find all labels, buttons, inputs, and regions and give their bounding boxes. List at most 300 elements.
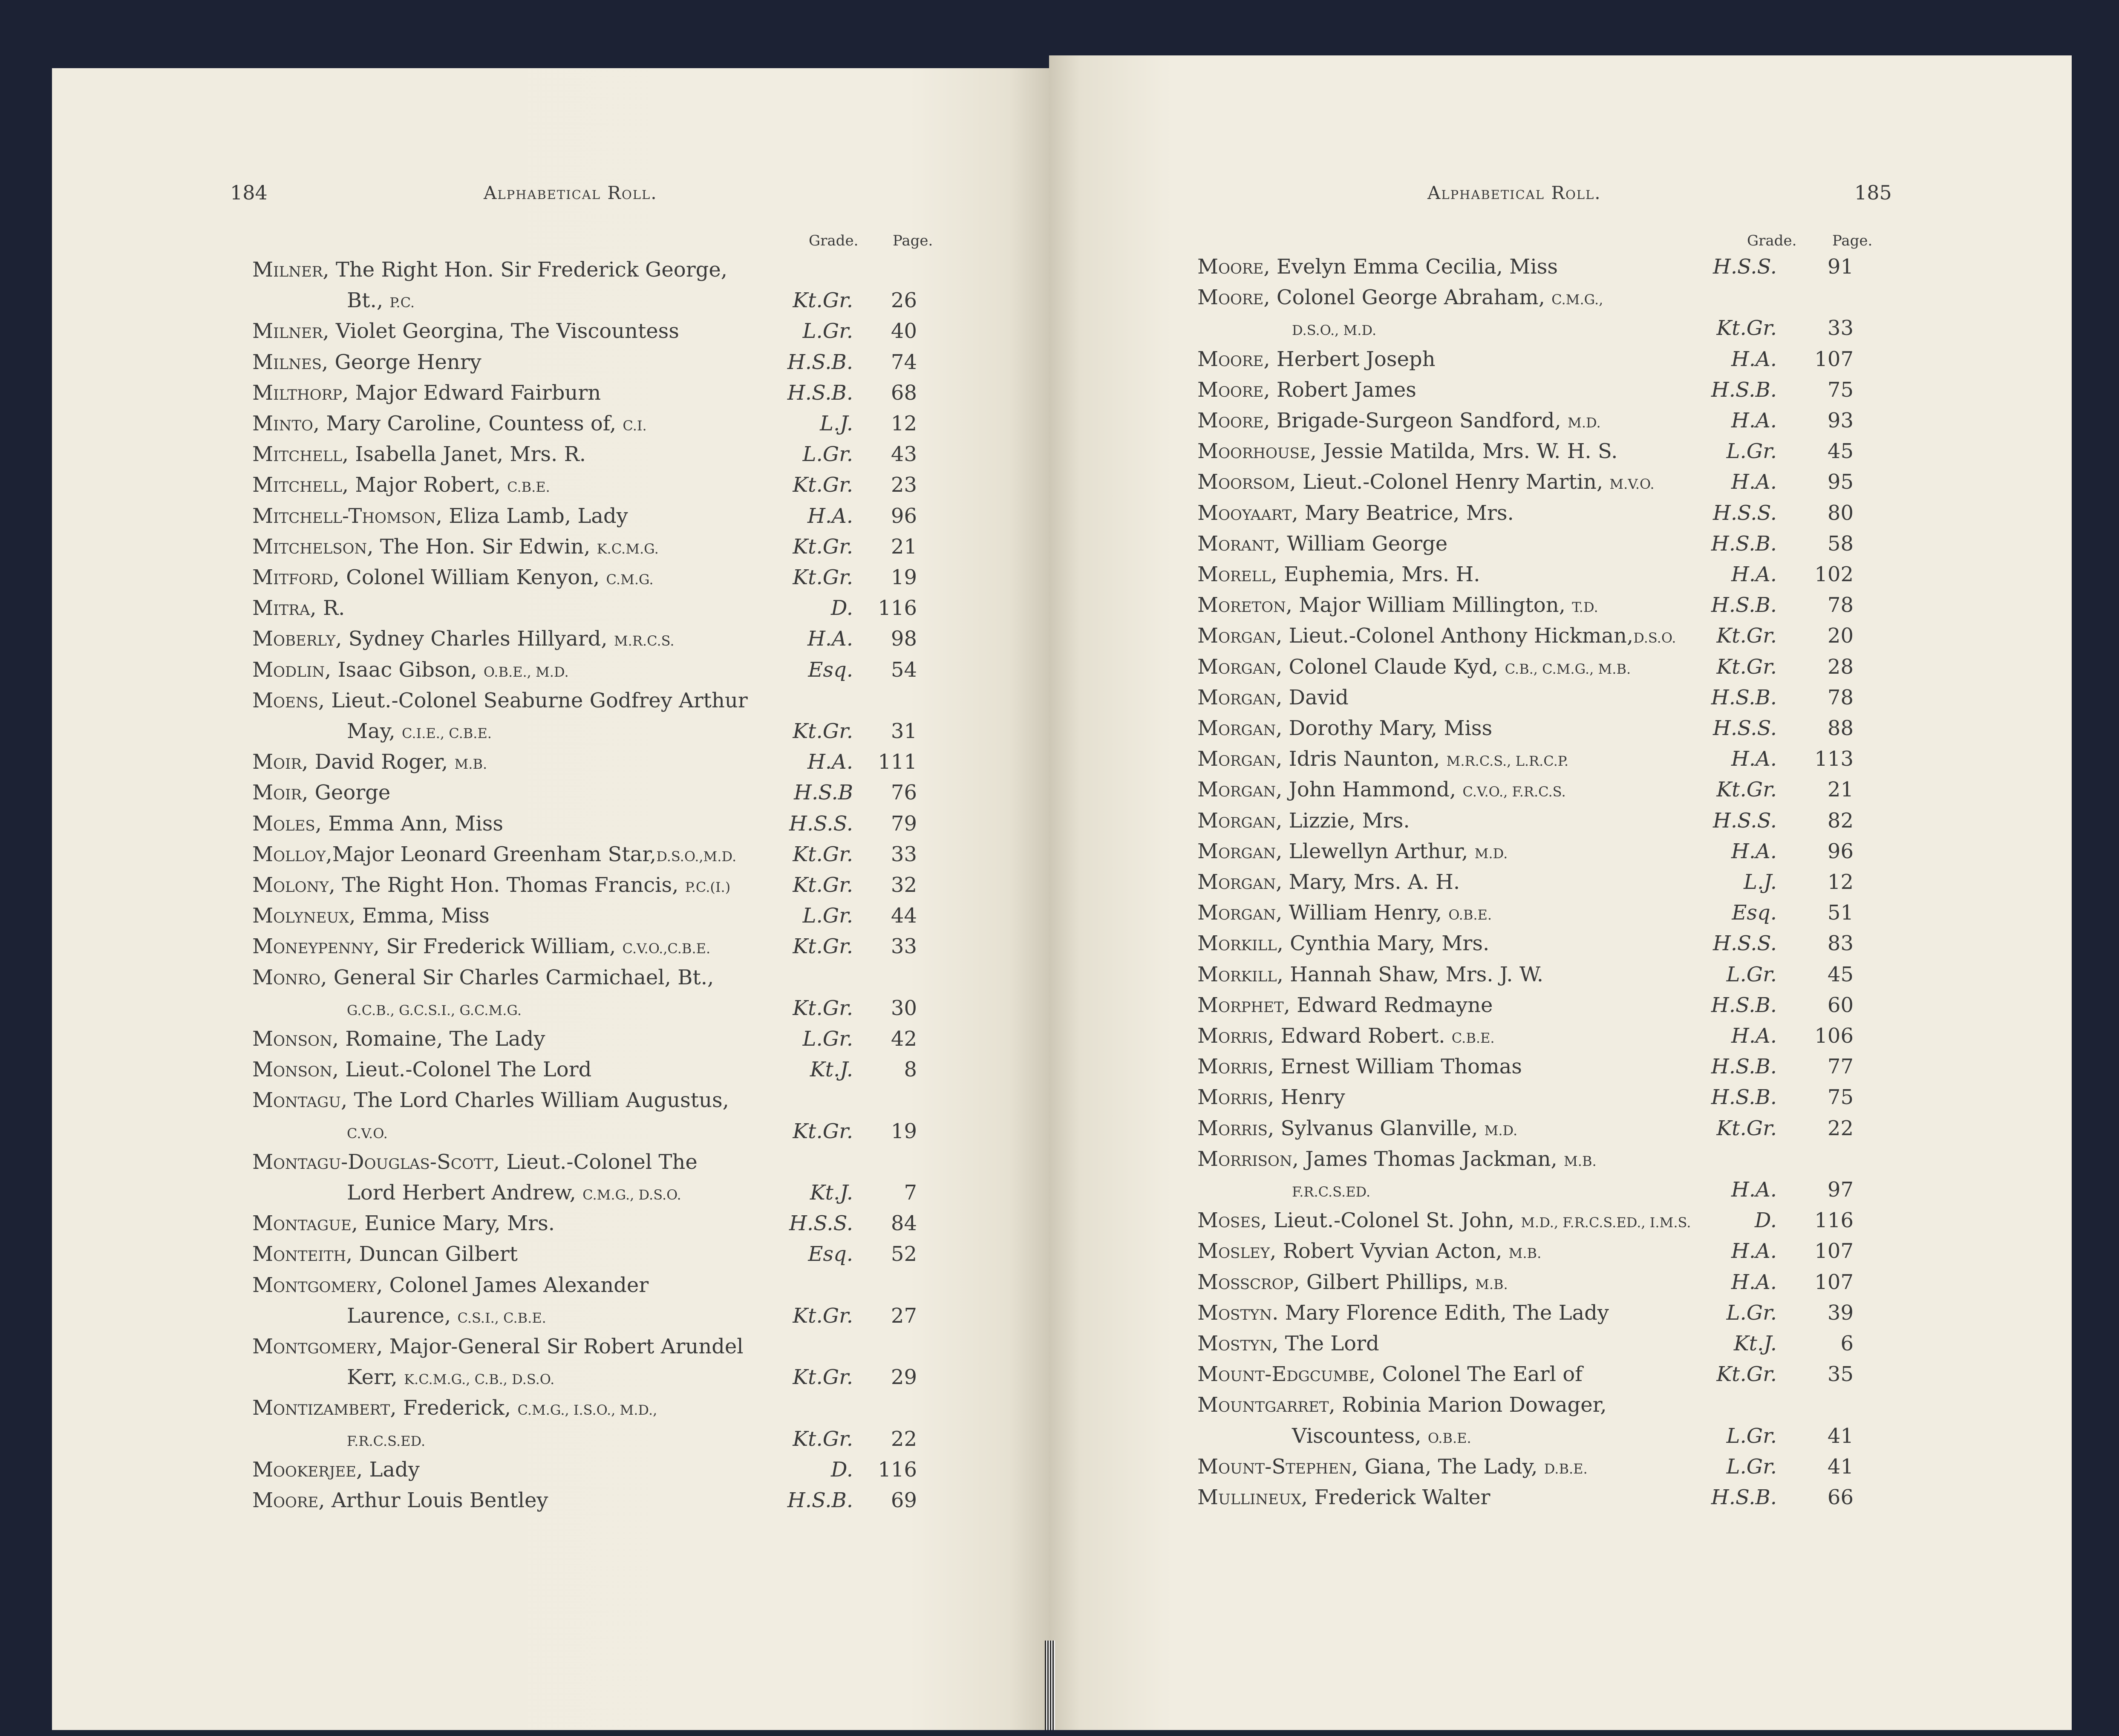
entry-given-names: , Robert James [1263,378,1416,402]
entry-grade: L.Gr. [1726,439,1777,464]
entry-grade: Kt.Gr. [793,473,853,497]
entry-name [1197,1270,1508,1294]
entry-honours: M.V.O. [1609,476,1655,493]
entry-grade: Kt.Gr. [793,842,853,866]
table-row [252,1088,955,1119]
entry-honours: C.B.E. [1451,1030,1495,1046]
table-row [1197,1239,1888,1270]
entry-surname: Molloy [252,842,326,866]
entry-surname: Monson [252,1027,332,1051]
entry-grade: Kt.Gr. [793,565,853,589]
table-row [1197,255,1888,285]
entry-grade: Kt.J. [810,1181,853,1205]
entry-page: 26 [891,288,917,313]
table-row [252,689,955,719]
entry-page: 30 [891,996,917,1020]
entry-name [1197,1332,1379,1355]
entry-grade: H.S.S. [1713,808,1777,833]
entry-given-names: , General Sir Charles Carmichael, Bt., [320,965,714,989]
table-row [1197,439,1888,470]
table-row [1197,655,1888,686]
entry-given-names: , George Henry [322,350,481,374]
entry-page: 102 [1814,562,1854,586]
entry-name [252,535,659,559]
entry-given-names: , Isabella Janet, Mrs. R. [342,442,586,467]
entry-grade: H.S.B. [1711,993,1777,1017]
entry-surname: Morgan [1197,778,1276,802]
entry-given-names: , The Lord Charles William Augustus, [340,1088,729,1113]
entry-given-names: , Arthur Louis Bentley [318,1488,548,1512]
entry-grade: Kt.Gr. [1716,1116,1777,1140]
entry-grade: Kt.Gr. [793,934,853,959]
entry-grade: Kt.Gr. [793,719,853,743]
entry-name [1197,1362,1583,1386]
entry-name [252,627,675,651]
entry-grade: L.Gr. [802,442,853,467]
entry-name [252,1150,698,1174]
entry-surname: Modlin [252,657,325,682]
entry-page: 54 [891,657,917,682]
entry-name [252,842,736,866]
entry-surname: Mountgarret [1197,1393,1329,1417]
left-page-number: 184 [230,181,268,204]
entry-name [252,258,727,282]
entry-page: 21 [891,534,917,559]
entry-name [1197,931,1489,955]
entry-given-names: , The Right Hon. Thomas Francis, [329,873,685,897]
entry-surname: Morris [1197,1116,1268,1140]
entry-surname: Milnes [252,350,322,374]
table-row [252,1365,955,1396]
entry-honours: M.D. [1568,415,1601,431]
entry-surname: Mitchell [252,442,342,467]
entry-surname: Minto [252,412,313,435]
entry-name [1197,839,1508,863]
entry-name [252,873,730,897]
entry-surname: Morgan [1197,716,1276,740]
entry-surname: Morgan [1197,655,1276,679]
entry-given-names: , The Right Hon. Sir Frederick George, [323,258,728,282]
table-row [1197,1362,1888,1393]
entry-surname: Montizambert [252,1396,390,1420]
table-row [1197,1055,1888,1085]
entry-page: 98 [891,627,917,651]
entry-grade: H.A. [1731,839,1777,863]
table-row [252,319,955,350]
entry-surname: Moore [1197,255,1264,279]
right-page-number: 185 [1854,181,1892,204]
entry-given-names: , Herbert Joseph [1263,347,1436,371]
entry-given-names: , Lieut.-Colonel St. John, [1260,1208,1521,1233]
entry-grade: Kt.Gr. [793,873,853,897]
entry-honours: C.B.E. [507,479,550,496]
table-row [1197,1424,1888,1455]
entry-grade: Kt.Gr. [1716,316,1777,340]
table-row [252,1396,955,1427]
entry-name [347,1119,388,1143]
entry-grade: L.Gr. [1726,962,1777,986]
table-row [1197,378,1888,409]
entry-name [1197,809,1410,833]
entry-page: 95 [1827,470,1854,494]
entry-name [252,504,628,528]
table-row [1197,562,1888,593]
entry-page: 33 [1827,316,1854,340]
table-row [1197,470,1888,501]
table-row [252,412,955,442]
table-row [252,812,955,842]
entry-grade: Kt.Gr. [793,534,853,559]
entry-surname: Milthorp [252,381,343,405]
entry-page: 75 [1827,1085,1854,1110]
entry-page: 22 [1827,1116,1854,1140]
entry-page: 107 [1814,347,1854,371]
entry-name [252,966,714,989]
table-row [252,842,955,873]
entry-surname: Moberly [252,627,336,651]
entry-surname: Moens [252,688,318,712]
table-row [1197,624,1888,655]
entry-honours: O.B.E. [1448,907,1492,923]
entry-name [252,1335,744,1358]
entry-page: 19 [891,1119,917,1143]
entry-honours: T.D. [1572,599,1598,616]
entry-page: 107 [1814,1270,1854,1294]
table-row [1197,501,1888,532]
entry-given-names: Kerr, [347,1365,404,1390]
table-row [1197,716,1888,747]
entry-name [1197,778,1566,802]
entry-page: 12 [891,412,917,435]
entry-honours: M.R.C.S., L.R.C.P. [1446,753,1568,770]
entry-given-names: , Major Robert, [342,473,507,497]
entry-surname: Morgan [1197,624,1276,648]
entry-name [347,1181,681,1205]
entry-page: 35 [1827,1362,1854,1387]
entry-grade: L.Gr. [802,904,853,928]
entry-grade: Esq. [808,657,853,682]
entry-surname: Mount-Stephen [1197,1454,1352,1479]
table-row [252,934,955,965]
entry-given-names: , George [302,781,391,805]
entry-given-names: , The Hon. Sir Edwin, [367,534,597,559]
entry-given-names: , Mary Beatrice, Mrs. [1292,501,1514,525]
entry-page: 93 [1827,409,1854,433]
entry-surname: Mitchelson [252,534,367,559]
entry-honours: F.R.C.S.ED. [1292,1184,1371,1200]
entry-grade: H.A. [807,627,853,651]
entry-name [252,442,586,466]
table-row [252,1119,955,1150]
table-row [252,1335,955,1365]
entry-name [252,1027,545,1051]
table-row [252,658,955,689]
entry-name [252,473,550,497]
table-row [1197,778,1888,808]
entry-given-names: , Major William Millington, [1286,593,1572,617]
table-row [1197,931,1888,962]
entry-surname: Moreton [1197,593,1286,617]
entry-given-names: May, [347,719,402,743]
entry-name [1197,347,1436,371]
entry-grade: Kt.Gr. [793,1427,853,1451]
entry-name [1197,1393,1607,1417]
entry-surname: Mitchell-Thomson [252,504,436,528]
entry-grade: H.A. [1731,470,1777,494]
table-row [252,381,955,412]
entry-given-names: , R. [310,596,345,620]
entry-honours: M.B. [1475,1276,1508,1292]
entry-name [1197,255,1558,279]
entry-grade: H.A. [1731,1270,1777,1294]
entry-surname: Monson [252,1058,332,1082]
entry-name [1197,532,1447,556]
entry-honours: M.D. [1484,1122,1518,1139]
table-row [252,996,955,1027]
table-row [1197,1178,1888,1208]
entry-honours: G.C.B., G.C.S.I., G.C.M.G. [347,1002,522,1018]
entry-page: 60 [1827,993,1854,1017]
entry-name [1197,747,1568,771]
entry-given-names: , Violet Georgina, The Viscountess [323,319,679,343]
entry-grade: H.S.B. [787,381,853,405]
entry-page: 82 [1827,808,1854,833]
entry-surname: Mookerjee [252,1457,356,1482]
entry-page: 111 [878,750,917,774]
left-page-header: Page. [893,232,933,249]
table-row [1197,1485,1888,1516]
entry-page: 29 [891,1365,917,1390]
entry-given-names: , Sir Frederick William, [373,934,623,959]
table-row [1197,1455,1888,1485]
entry-surname: Moles [252,811,315,836]
entry-page: 21 [1827,778,1854,802]
entry-grade: Kt.Gr. [1716,655,1777,679]
entry-given-names: Viscountess, [1292,1424,1428,1448]
entry-name [252,596,345,620]
table-row [1197,747,1888,778]
entry-grade: Kt.Gr. [793,1119,853,1143]
entry-honours: C.M.G. [606,571,654,588]
entry-surname: Moore [1197,285,1264,310]
entry-given-names: , Robert Vyvian Acton, [1270,1239,1509,1263]
entry-honours: M.B. [1508,1245,1542,1262]
entry-name [252,381,601,405]
entry-page: 84 [891,1211,917,1236]
table-row [252,504,955,535]
table-row [1197,1270,1888,1301]
entry-given-names: , Colonel The Earl of [1369,1362,1583,1387]
entry-honours: C.S.I., C.B.E. [457,1309,546,1326]
entry-name [252,1396,657,1420]
entry-given-names: , Lieut.-Colonel Seaburne Godfrey Arthur [318,688,748,712]
entry-name [252,658,569,682]
entry-given-names: , Lieut.-Colonel The Lord [332,1058,592,1082]
entry-name [1197,716,1492,740]
entry-surname: Moneypenny [252,934,373,959]
entry-name [347,288,415,312]
table-row [252,1304,955,1335]
entry-honours: C.V.O.,C.B.E. [622,940,711,957]
entry-given-names: , Giana, The Lady, [1351,1454,1544,1479]
entry-grade: D. [1754,1208,1777,1233]
table-row [252,1273,955,1304]
entry-page: 80 [1827,501,1854,525]
table-row [252,750,955,781]
entry-grade: Kt.J. [1733,1332,1777,1355]
entry-name [1197,993,1493,1017]
entry-surname: Morris [1197,1055,1268,1079]
entry-surname: Morant [1197,531,1274,556]
entry-grade: Kt.Gr. [793,1365,853,1390]
table-row [252,596,955,627]
entry-given-names: , Jessie Matilda, Mrs. W. H. S. [1310,439,1618,464]
entry-given-names: , Emma Ann, Miss [315,811,503,836]
entry-name [347,996,522,1020]
entry-honours: M.B. [454,756,487,773]
entry-name [1197,378,1416,402]
entry-given-names: , Edward Robert. [1267,1024,1452,1048]
entry-surname: Morgan [1197,901,1276,925]
table-row [1197,1116,1888,1147]
entry-grade: L.J. [820,412,853,435]
table-row [252,1181,955,1211]
entry-given-names: , Lieut.-Colonel The [493,1150,698,1174]
entry-surname: Montagu [252,1088,341,1113]
right-page-header: Page. [1832,232,1873,249]
entry-honours: C.M.G., D.S.O. [582,1187,681,1203]
entry-given-names: , Henry [1267,1085,1345,1110]
entry-grade: H.S.B. [1711,378,1777,402]
entry-name [1197,1085,1345,1109]
entry-name [252,750,487,774]
entry-name [252,812,503,836]
entry-grade: Kt.Gr. [793,996,853,1020]
table-row [252,565,955,596]
entry-page: 69 [891,1488,917,1512]
entry-name [1197,655,1631,679]
table-row [1197,1301,1888,1332]
entry-given-names: , Lieut.-Colonel Henry Martin, [1289,470,1610,494]
entry-page: 22 [891,1427,917,1451]
entry-grade: H.A. [1731,747,1777,771]
entry-honours: M.D., F.R.C.S.ED., I.M.S. [1521,1214,1691,1231]
entry-page: 96 [1827,839,1854,863]
entry-name [252,1211,555,1235]
entry-grade: Esq. [808,1242,853,1266]
entry-page: 74 [891,350,917,374]
table-row [252,1488,955,1519]
entry-page: 116 [878,1457,917,1482]
entry-grade: Kt.Gr. [1716,624,1777,648]
entry-page: 32 [891,873,917,897]
entry-page: 31 [891,719,917,743]
entry-name [1197,593,1598,617]
entry-given-names: , Lizzie, Mrs. [1276,808,1410,833]
entry-given-names: , Cynthia Mary, Mrs. [1277,931,1490,956]
entry-page: 116 [1814,1208,1854,1233]
entry-given-names: , David Roger, [302,750,455,774]
table-row [1197,532,1888,562]
entry-page: 116 [878,596,917,620]
table-row [252,627,955,657]
entry-honours: C.I. [623,418,647,434]
table-row [1197,809,1888,839]
table-row [252,350,955,381]
entry-page: 20 [1827,624,1854,648]
table-row [252,442,955,473]
entry-name [252,350,481,374]
entry-grade: H.S.S. [1713,716,1777,740]
entry-name [1197,1024,1495,1048]
entry-honours: M.B. [1564,1153,1597,1169]
entry-given-names: , Major-General Sir Robert Arundel [376,1335,744,1358]
entry-grade: D. [830,596,853,620]
entry-surname: Moir [252,781,302,805]
entry-name [1197,470,1655,494]
entry-given-names: , Colonel George Abraham, [1263,285,1552,310]
entry-honours: C.V.O., F.R.C.S. [1462,784,1566,800]
entry-surname: Milner [252,319,323,343]
entry-name [252,1088,729,1112]
entry-grade: H.S.B. [1711,1085,1777,1110]
entry-grade: H.S.S. [1713,931,1777,956]
table-row [1197,1208,1888,1239]
entry-name [1197,1147,1597,1171]
entry-surname: Montagu-Douglas-Scott [252,1150,493,1174]
entry-surname: Mostyn [1197,1332,1272,1355]
left-grade-header: Grade. [809,232,859,249]
table-row [1197,1332,1888,1362]
table-row [1197,347,1888,378]
entry-grade: H.S.S. [1713,501,1777,525]
entry-grade: Kt.Gr. [793,288,853,313]
entry-given-names: , Emma, Miss [349,904,490,928]
entry-surname: Moorsom [1197,470,1290,494]
entry-honours: C.M.G., [1551,291,1603,308]
entry-name [1197,562,1480,586]
table-row [1197,993,1888,1024]
table-row [1197,316,1888,347]
entry-page: 19 [891,565,917,589]
entry-grade: H.S.B. [1711,1055,1777,1079]
entry-surname: Mitchell [252,473,342,497]
entry-name [347,1365,554,1389]
entry-page: 12 [1827,870,1854,894]
entry-name [252,1488,548,1512]
table-row [252,473,955,504]
entry-given-names: , Eunice Mary, Mrs. [351,1211,555,1236]
entry-surname: Morgan [1197,808,1276,833]
entry-given-names: , Ernest William Thomas [1267,1055,1522,1079]
entry-given-names: , Frederick Walter [1301,1485,1491,1509]
entry-grade: H.S.B. [787,1488,853,1512]
entry-name [1197,870,1460,894]
entry-surname: Mostyn [1197,1301,1272,1325]
table-row [252,1150,955,1181]
entry-grade: H.A. [1731,562,1777,586]
table-row [1197,1085,1888,1116]
entry-surname: Morrison [1197,1147,1292,1171]
table-row [1197,593,1888,624]
entry-page: 52 [891,1242,917,1266]
entry-page: 68 [891,381,917,405]
entry-name [1197,901,1492,925]
entry-honours: K.C.M.G. [597,540,659,557]
table-row [1197,1147,1888,1178]
entry-given-names: , Mary Caroline, Countess of, [313,412,623,435]
table-row [1197,963,1888,993]
